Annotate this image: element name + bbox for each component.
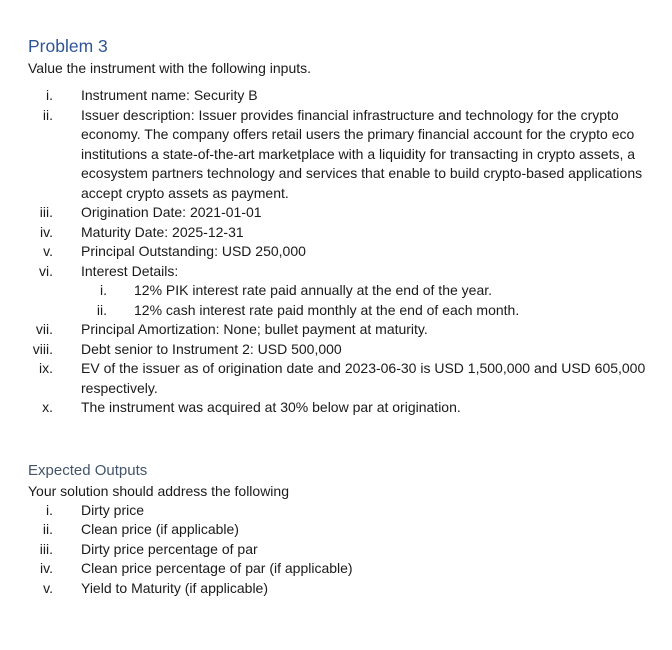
input-text: Interest Details: (81, 262, 179, 279)
expected-outputs-list (28, 501, 672, 599)
input-item-principal-amortization (28, 320, 672, 340)
input-item-enterprise-value (28, 359, 672, 398)
input-text-line: economy. The company offers retail users the primary financial account for the crypto eco (81, 126, 635, 142)
interest-item-pik (81, 281, 672, 301)
input-text: Principal Outstanding: USD 250,000 (81, 243, 306, 259)
output-item-dirty-price (28, 501, 672, 521)
input-text: Principal Amortization: None; bullet payment at maturity. (81, 321, 428, 337)
input-text-line: Issuer description: Issuer provides financial infrastructure and technology for the crypto (81, 106, 619, 123)
output-text: Dirty price (81, 501, 145, 518)
output-item-clean-price-pct (28, 559, 672, 579)
input-item-principal-outstanding (28, 242, 672, 262)
output-item-clean-price (28, 520, 672, 540)
list-number: vi. (39, 262, 53, 279)
input-item-acquisition-price (28, 398, 672, 418)
input-item-instrument-name (28, 86, 672, 106)
interest-item-cash (81, 301, 672, 321)
problem-intro: Value the instrument with the following inputs. (28, 60, 312, 76)
input-text-line: accept crypto assets as payment. (81, 184, 289, 201)
output-text: Clean price (if applicable) (81, 521, 239, 537)
input-text-line: EV of the issuer as of origination date and 2023-06-30 is USD 1,500,000 and USD 605,000 (81, 360, 646, 376)
list-number: v. (43, 579, 53, 596)
output-item-ytm (28, 579, 672, 599)
output-text: Yield to Maturity (if applicable) (81, 579, 269, 596)
output-text: Dirty price percentage of par (81, 540, 258, 557)
interest-text: 12% PIK interest rate paid annually at the end of the year. (134, 282, 493, 298)
input-text: Instrument name: Security B (81, 87, 258, 103)
spacer (28, 78, 672, 86)
interest-text: 12% cash interest rate paid monthly at the end of each month. (134, 301, 520, 318)
input-text-line: respectively. (81, 379, 158, 396)
list-number: iii. (39, 204, 53, 220)
input-text-line: institutions a state-of-the-art marketplace with a liquidity for transacting in crypto assets, a (81, 145, 636, 162)
interest-sublist (81, 281, 672, 320)
expected-outputs-title: Expected Outputs (28, 461, 148, 479)
list-number: vii. (35, 321, 53, 337)
list-number: iv. (40, 560, 53, 576)
list-number: i. (46, 501, 53, 518)
list-number: i. (100, 282, 107, 298)
input-item-interest-details (28, 262, 672, 321)
list-number: ix. (39, 360, 53, 376)
list-number: ii. (42, 521, 53, 537)
input-item-origination-date (28, 203, 672, 223)
inputs-list (28, 86, 672, 418)
document-page (28, 34, 672, 598)
problem-title: Problem 3 (28, 36, 108, 56)
list-number: i. (46, 87, 53, 103)
list-number: ii. (42, 106, 53, 123)
output-text: Clean price percentage of par (if applicable) (81, 560, 353, 576)
input-text: Origination Date: 2021-01-01 (81, 204, 262, 220)
expected-outputs-intro: Your solution should address the following (28, 482, 289, 499)
input-text: Maturity Date: 2025-12-31 (81, 223, 244, 240)
output-item-dirty-price-pct (28, 540, 672, 560)
input-text: Debt senior to Instrument 2: USD 500,000 (81, 340, 342, 357)
input-text: The instrument was acquired at 30% below par at origination. (81, 399, 461, 415)
input-item-issuer-description (28, 106, 672, 204)
list-number: iii. (39, 540, 53, 557)
input-item-senior-debt (28, 340, 672, 360)
list-number: viii. (32, 340, 53, 357)
list-number: ii. (96, 301, 107, 318)
input-item-maturity-date (28, 223, 672, 243)
list-number: iv. (40, 223, 53, 240)
input-text-line: ecosystem partners technology and services that enable to build crypto-based applications (81, 165, 643, 181)
list-number: v. (43, 243, 53, 259)
list-number: x. (42, 399, 53, 415)
spacer (28, 418, 672, 461)
